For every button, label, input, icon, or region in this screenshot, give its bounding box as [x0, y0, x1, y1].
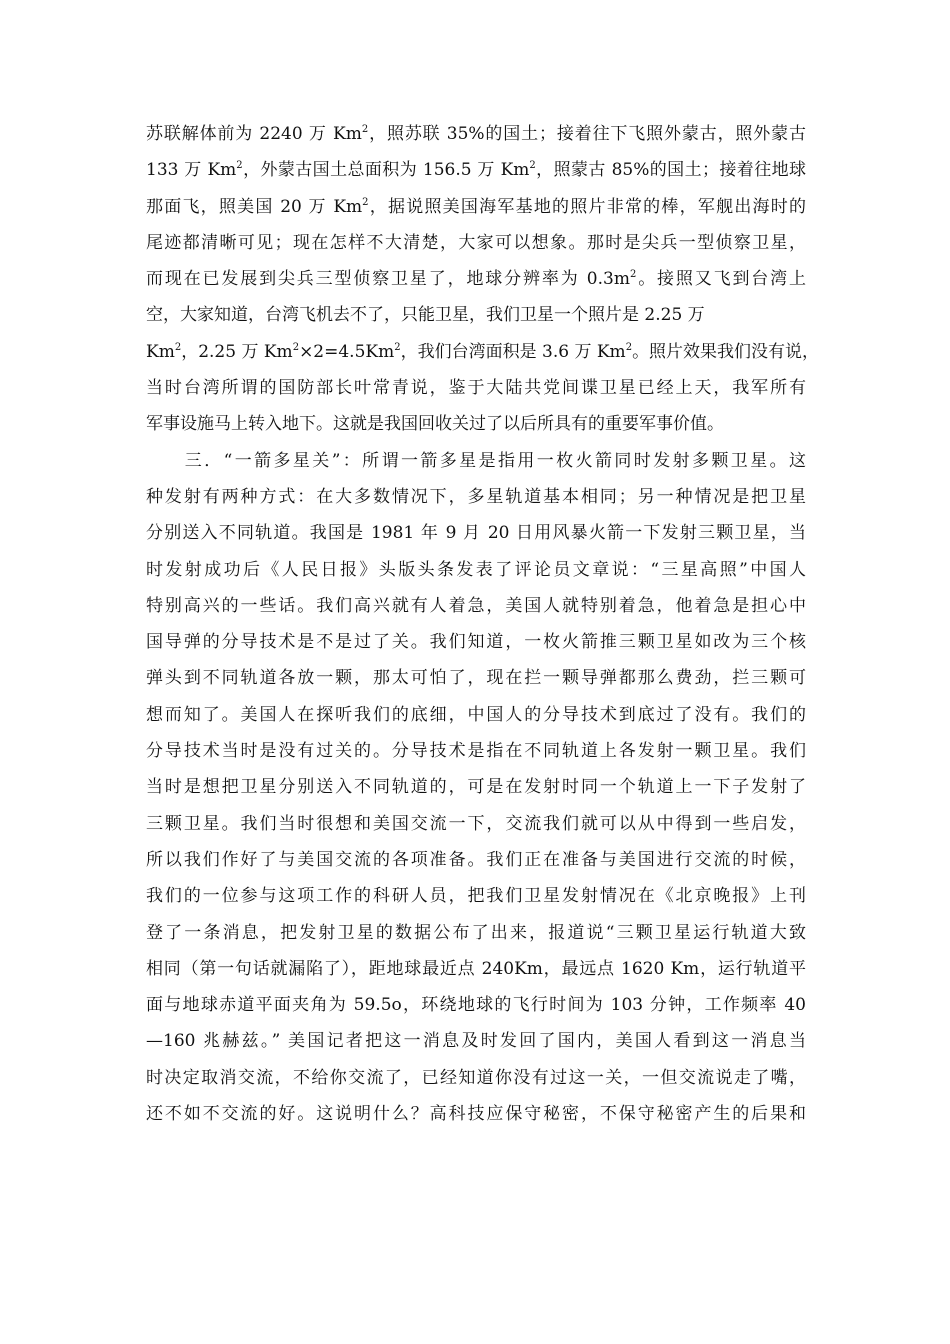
text-line — [146, 515, 806, 551]
text-fragment: ，我们台湾面积是 3.6 万 Km — [400, 341, 626, 362]
text-fragment: 三颗卫星。我们当时很想和美国交流一下，交流我们就可以从中得到一些启发， — [146, 813, 806, 834]
text-line — [146, 842, 806, 878]
superscript: 2 — [394, 341, 401, 353]
text-fragment: 国导弹的分导技术是不是过了关。我们知道，一枚火箭推三颗卫星如改为三个核 — [146, 632, 806, 653]
text-fragment: 想而知了。美国人在探听我们的底细，中国人的分导技术到底过了没有。我们的 — [146, 704, 806, 725]
text-line — [146, 769, 806, 805]
text-line — [146, 878, 806, 914]
superscript: 2 — [529, 160, 536, 172]
text-fragment: ，外蒙古国土总面积为 156.5 万 Km — [242, 160, 530, 181]
text-line — [146, 697, 806, 733]
text-fragment: ，照蒙古 85%的国土；接着往地球 — [535, 160, 806, 181]
text-fragment: 所以我们作好了与美国交流的各项准备。我们正在准备与美国进行交流的时候， — [146, 849, 806, 870]
superscript: 2 — [174, 341, 182, 353]
text-fragment: 那面飞，照美国 20 万 Km — [146, 196, 363, 217]
text-line — [146, 915, 806, 951]
text-fragment: ，2.25 万 Km — [181, 341, 293, 362]
text-fragment: 。接照又飞到台湾上 — [636, 269, 806, 290]
text-line — [146, 951, 806, 987]
body-text — [146, 116, 820, 1132]
text-line — [146, 806, 806, 842]
text-line — [146, 443, 806, 479]
text-fragment: 分别送入不同轨道。我国是 1981 年 9 月 20 日用风暴火箭一下发射三颗卫星，当 — [146, 523, 806, 544]
text-fragment: 三．“一箭多星关”：所谓一箭多星是指用一枚火箭同时发射多颗卫星。这 — [146, 450, 806, 471]
text-fragment: 弹头到不同轨道各放一颗，那太可怕了，现在拦一颗导弹都那么费劲，拦三颗可 — [146, 668, 806, 689]
text-line — [146, 624, 806, 660]
text-fragment: 空，大家知道，台湾飞机去不了，只能卫星，我们卫星一个照片是 2.25 万 — [146, 305, 705, 326]
text-line — [146, 660, 806, 696]
text-fragment: 分导技术当时是没有过关的。分导技术是指在不同轨道上各发射一颗卫星。我们 — [146, 741, 806, 762]
text-fragment: 时发射成功后《人民日报》头版头条发表了评论员文章说：“三星高照”中国人 — [146, 559, 806, 580]
superscript: 2 — [236, 160, 243, 172]
text-line — [146, 189, 806, 225]
text-line — [146, 552, 806, 588]
text-fragment: 。照片效果我们没有说， — [632, 341, 820, 362]
text-line — [146, 479, 806, 515]
text-fragment: —160 兆赫兹。” 美国记者把这一消息及时发回了国内，美国人看到这一消息当 — [146, 1031, 806, 1052]
text-fragment: 我们的一位参与这项工作的科研人员，把我们卫星发射情况在《北京晚报》上刊 — [146, 886, 806, 907]
text-line — [146, 370, 806, 406]
text-line — [146, 225, 806, 261]
text-line — [146, 987, 806, 1023]
text-fragment: 军事设施马上转入地下。这就是我国回收关过了以后所具有的重要军事价值。 — [146, 414, 724, 435]
superscript: 2 — [362, 196, 369, 208]
text-line — [146, 733, 806, 769]
text-line — [146, 116, 806, 152]
text-line — [146, 1023, 806, 1059]
text-fragment: 当时台湾所谓的国防部长叶常青说，鉴于大陆共党间谍卫星已经上天，我军所有 — [146, 378, 806, 399]
text-line — [146, 261, 806, 297]
text-fragment: ×2=4.5Km — [299, 341, 395, 362]
superscript: 2 — [629, 269, 637, 281]
text-fragment: 登了一条消息，把发射卫星的数据公布了出来，报道说“三颗卫星运行轨道大致 — [146, 922, 806, 943]
text-line — [146, 297, 806, 333]
text-line — [146, 588, 806, 624]
superscript: 2 — [625, 341, 633, 353]
text-line — [146, 1060, 806, 1096]
text-fragment: 而现在已发展到尖兵三型侦察卫星了，地球分辨率为 0.3m — [146, 269, 630, 290]
text-line — [146, 1096, 806, 1132]
text-fragment: 时决定取消交流，不给你交流了，已经知道你没有过这一关，一但交流说走了嘴， — [146, 1067, 806, 1088]
text-fragment: 面与地球赤道平面夹角为 59.5o，环绕地球的飞行时间为 103 分钟，工作频率 40 — [146, 995, 806, 1016]
text-fragment: 特别高兴的一些话。我们高兴就有人着急，美国人就特别着急，他着急是担心中 — [146, 595, 806, 616]
text-line — [146, 152, 806, 188]
text-fragment: 尾迹都清晰可见；现在怎样不大清楚，大家可以想象。那时是尖兵一型侦察卫星， — [146, 232, 806, 253]
text-fragment: ，据说照美国海军基地的照片非常的棒，军舰出海时的 — [368, 196, 806, 217]
text-fragment: 苏联解体前为 2240 万 Km — [146, 124, 362, 144]
text-fragment: 种发射有两种方式：在大多数情况下，多星轨道基本相同；另一种情况是把卫星 — [146, 486, 806, 507]
text-fragment: 还不如不交流的好。这说明什么？高科技应保守秘密，不保守秘密产生的后果和 — [146, 1104, 806, 1125]
text-fragment: Km — [146, 341, 175, 362]
text-fragment: 相同（第一句话就漏陷了），距地球最近点 240Km，最远点 1620 Km，运行轨道平 — [146, 958, 806, 979]
text-line — [146, 406, 806, 442]
text-fragment: 当时是想把卫星分别送入不同轨道的，可是在发射时同一个轨道上一下子发射了 — [146, 777, 806, 798]
superscript: 2 — [361, 124, 369, 135]
text-fragment: 133 万 Km — [146, 160, 237, 181]
text-fragment: ，照苏联 35%的国土；接着往下飞照外蒙古，照外蒙古 — [368, 124, 806, 144]
superscript: 2 — [292, 341, 300, 353]
text-line — [146, 334, 820, 370]
